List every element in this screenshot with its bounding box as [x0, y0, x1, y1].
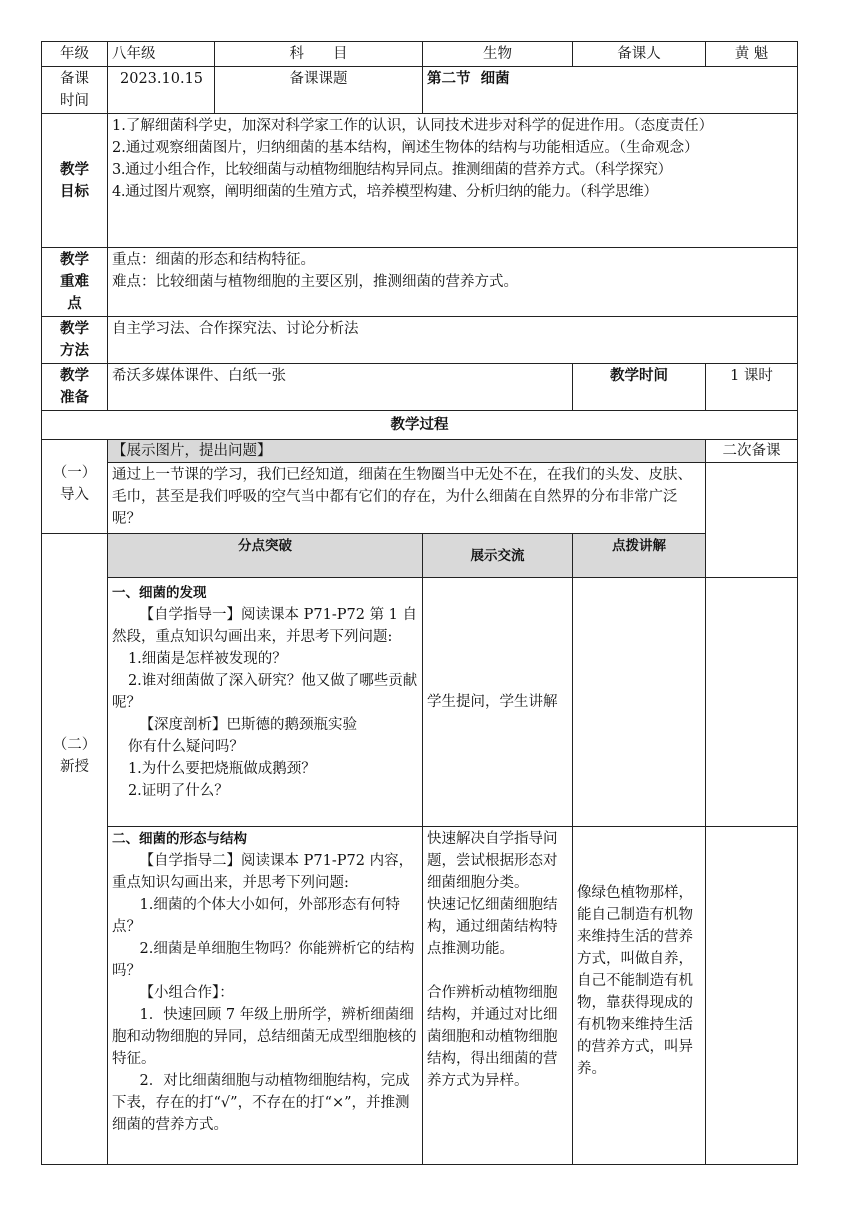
section1-aq1: 1.为什么要把烧瓶做成鹅颈？: [127, 761, 316, 777]
keypoints-content: [108, 248, 798, 317]
lesson-plan-table: [41, 41, 798, 1165]
topic-value: 第二节 细菌: [423, 67, 798, 114]
objectives-content: [108, 114, 798, 248]
second-prep-cell: [706, 463, 798, 578]
section2-q1: 1.细菌的个体大小如何，外部形态有何特点？: [112, 897, 400, 935]
col-header-exchange: 展示交流: [423, 534, 573, 578]
objective-item: 3.通过小组合作，比较细菌与动植物细胞结构异同点。推测细菌的营养方式。（科学探究）: [112, 162, 672, 178]
key-point: 重点：细菌的形态和结构特征。: [112, 252, 315, 268]
preparer-label: 备课人: [573, 42, 706, 67]
subject-value: 生物: [423, 42, 573, 67]
preparation-value: 希沃多媒体课件、白纸一张: [108, 364, 573, 411]
section1-guide: 【自学指导一】阅读课本 P71-P72 第 1 自然段，重点知识勾画出来，并思考下列问题:: [112, 607, 418, 645]
grade-label: 年级: [42, 42, 108, 67]
subject-label: 科 目: [215, 42, 423, 67]
objective-item: 1.了解细菌科学史，加深对科学家工作的认识，认同技术进步对科学的促进作用。（态度责任）: [112, 118, 714, 134]
section1-second-prep: [706, 578, 798, 827]
section2-c2: 2．对比细菌细胞与动植物细胞结构，完成下表，存在的打“√”，不存在的打“×”，并推测细菌的营养方式。: [112, 1073, 410, 1133]
intro-label: （一） 导入: [42, 440, 108, 534]
section2-guide: 【自学指导二】阅读课本 P71-P72 内容，重点知识勾画出来，并思考下列问题:: [112, 853, 414, 891]
section2-content: [108, 827, 423, 1165]
section1-title: 一、细菌的发现: [112, 585, 207, 601]
section2-coop: 【小组合作】：: [139, 985, 234, 1001]
section2-exchange-1: 快速解决自学指导问题，尝试根据形态对细菌细胞分类。: [427, 831, 558, 891]
lesson-plan: [41, 41, 797, 1165]
intro-text: 通过上一节课的学习，我们已经知道，细菌在生物圈当中无处不在，在我们的头发、皮肤、毛巾，甚至是我们呼吸的空气当中都有它们的存在，为什么细菌在自然界的分布非常广泛呢？: [108, 463, 706, 534]
section1-q1: 1.细菌是怎样被发现的？: [127, 651, 287, 667]
preparer-value: 黄 魁: [706, 42, 798, 67]
objective-item: 4.通过图片观察，阐明细菌的生殖方式，培养模型构建、分析归纳的能力。（科学思维）: [112, 184, 658, 200]
process-title: 教学过程: [42, 411, 798, 440]
prep-time-label: 备课 时间: [42, 67, 108, 114]
col-header-explain: 点拨讲解: [573, 534, 706, 578]
section2-title: 二、细菌的形态与结构: [112, 831, 247, 847]
topic-label: 备课课题: [215, 67, 423, 114]
intro-heading: 【展示图片，提出问题】: [108, 440, 706, 463]
section2-c1: 1．快速回顾 7 年级上册所学，辨析细菌细胞和动物细胞的异同，总结细菌无成型细胞核的特征。: [112, 1007, 417, 1067]
objective-item: 2.通过观察细菌图片，归纳细菌的基本结构，阐述生物体的结构与功能相适应。（生命观念）: [112, 140, 699, 156]
section1-analysis: 【深度剖析】巴斯德的鹅颈瓶实验: [139, 717, 358, 733]
section2-explain: 像绿色植物那样，能自己制造有机物来维持生活的营养方式，叫做自养，自己不能制造有机物，靠获得现成的有机物来维持生活的营养方式，叫异养。: [573, 827, 706, 1165]
new-lesson-label: （二） 新授: [42, 534, 108, 1165]
section2-second-prep: [706, 827, 798, 1165]
section1-analysis-q: 你有什么疑问吗？: [127, 739, 244, 755]
teaching-time-value: 1 课时: [706, 364, 798, 411]
section1-q2: 2.谁对细菌做了深入研究？他又做了哪些贡献呢？: [112, 673, 418, 711]
second-prep-label: 二次备课: [706, 440, 798, 463]
prep-time-value: 2023.10.15: [108, 67, 215, 114]
preparation-label: 教学 准备: [42, 364, 108, 411]
section1-explain: [573, 578, 706, 827]
col-header-breakdown: 分点突破: [108, 534, 423, 578]
keypoints-label: 教学 重难 点: [42, 248, 108, 317]
methods-label: 教学 方法: [42, 317, 108, 364]
section1-exchange: 学生提问，学生讲解: [423, 578, 573, 827]
section1-content: [108, 578, 423, 827]
objectives-label: 教学 目标: [42, 114, 108, 248]
difficult-point: 难点：比较细菌与植物细胞的主要区别，推测细菌的营养方式。: [112, 274, 518, 290]
section2-exchange-2: 快速记忆细菌细胞结构，通过细菌结构特点推测功能。: [427, 897, 558, 957]
section2-q2: 2.细菌是单细胞生物吗？你能辨析它的结构吗？: [112, 941, 415, 979]
teaching-time-label: 教学时间: [573, 364, 706, 411]
methods-value: 自主学习法、合作探究法、讨论分析法: [108, 317, 798, 364]
section1-aq2: 2.证明了什么？: [127, 783, 229, 799]
section2-exchange: [423, 827, 573, 1165]
section2-exchange-3: 合作辨析动植物细胞结构，并通过对比细菌细胞和动植物细胞结构，得出细菌的营养方式为异样。: [427, 985, 558, 1089]
grade-value: 八年级: [108, 42, 215, 67]
